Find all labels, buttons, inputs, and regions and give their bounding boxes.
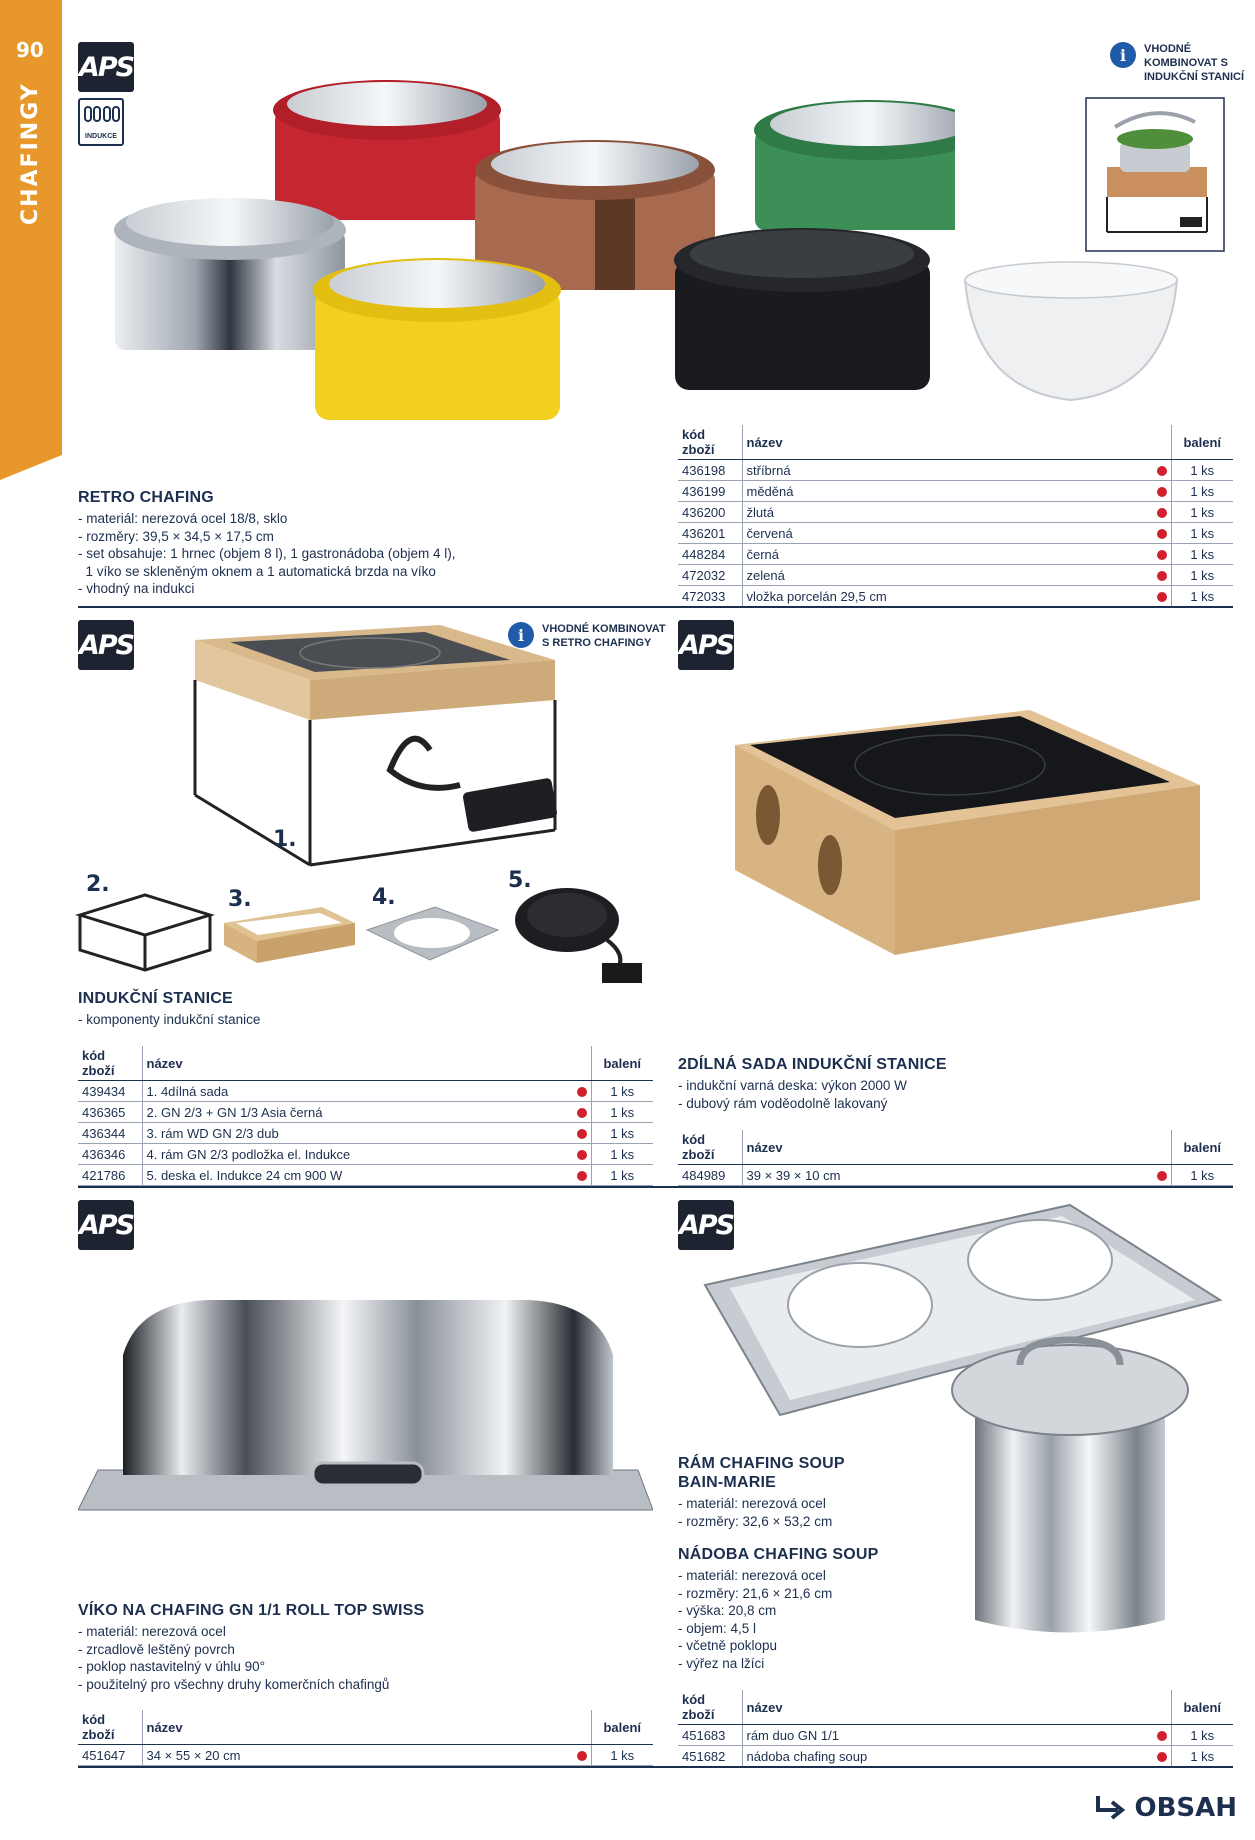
feature-item: - materiál: nerezová ocel 18/8, sklo [78, 510, 455, 528]
pack-cell: 1 ks [1171, 565, 1233, 586]
pack-cell: 1 ks [1171, 460, 1233, 481]
table-row [678, 544, 1233, 565]
name-cell: rám duo GN 1/1 [742, 1725, 1153, 1746]
availability-dot-icon [1157, 508, 1167, 518]
name-cell: měděná [742, 481, 1153, 502]
section-divider [78, 1186, 1233, 1188]
code-cell: 436201 [678, 523, 742, 544]
pack-cell: 1 ks [1171, 544, 1233, 565]
name-cell: 1. 4dílná sada [142, 1081, 573, 1102]
feature-item: - výřez na lžíci [678, 1655, 832, 1673]
code-cell: 472032 [678, 565, 742, 586]
table-row [678, 1165, 1233, 1186]
availability-dot-icon [1157, 571, 1167, 581]
contents-label: OBSAH [1134, 1793, 1237, 1823]
feature-item: - použitelný pro všechny druhy komerčních chafingů [78, 1676, 389, 1694]
aps-logo: APS [678, 1200, 734, 1250]
availability-dot-icon [577, 1150, 587, 1160]
retro-chafing-pots-image [75, 60, 955, 455]
soup-pot-title: NÁDOBA CHAFING SOUP [678, 1546, 879, 1563]
rolltop-features [78, 1623, 389, 1693]
feature-item: - materiál: nerezová ocel [678, 1495, 832, 1513]
code-cell: 472033 [678, 586, 742, 607]
availability-dot-icon [577, 1087, 587, 1097]
code-cell: 436344 [78, 1123, 142, 1144]
feature-item: - vhodný na indukci [78, 580, 455, 598]
feature-item: - rozměry: 32,6 × 53,2 cm [678, 1513, 832, 1531]
table-row [78, 1165, 653, 1186]
table-row [678, 502, 1233, 523]
code-cell: 484989 [678, 1165, 742, 1186]
header-pack: balení [1171, 425, 1233, 460]
code-cell: 436346 [78, 1144, 142, 1165]
oak-frame-image [222, 905, 357, 965]
header-code: kód zboží [678, 1130, 742, 1165]
header-pack: balení [591, 1710, 653, 1745]
return-arrow-icon [1094, 1792, 1128, 1824]
feature-item: - komponenty indukční stanice [78, 1011, 260, 1029]
name-cell: žlutá [742, 502, 1153, 523]
soup-frame-title-2: BAIN-MARIE [678, 1474, 776, 1491]
code-cell: 436198 [678, 460, 742, 481]
retro-product-table [678, 425, 1233, 607]
code-cell: 448284 [678, 544, 742, 565]
header-name: název [742, 1690, 1153, 1725]
pack-cell: 1 ks [591, 1081, 653, 1102]
availability-dot-icon [1157, 487, 1167, 497]
feature-item: - rozměry: 39,5 × 34,5 × 17,5 cm [78, 528, 455, 546]
table-row [78, 1102, 653, 1123]
table-row [78, 1123, 653, 1144]
gn-frame-black-image [75, 890, 215, 975]
info-note-retro [1110, 42, 1255, 84]
header-pack: balení [1171, 1690, 1233, 1725]
table-row [78, 1745, 653, 1766]
availability-dot-icon [1157, 466, 1167, 476]
contents-link[interactable] [1094, 1792, 1237, 1824]
availability-dot-icon [1157, 529, 1167, 539]
feature-item: - materiál: nerezová ocel [78, 1623, 389, 1641]
pack-cell: 1 ks [1171, 1746, 1233, 1767]
name-cell: 2. GN 2/3 + GN 1/3 Asia černá [142, 1102, 573, 1123]
name-cell: zelená [742, 565, 1153, 586]
table-row [678, 565, 1233, 586]
feature-item: - materiál: nerezová ocel [678, 1567, 832, 1585]
feature-item: - dubový rám voděodolně lakovaný [678, 1095, 907, 1113]
step-3-label: 3. [228, 887, 252, 912]
retro-features [78, 510, 455, 598]
availability-dot-icon [1157, 1731, 1167, 1741]
section-divider [78, 606, 1233, 608]
pack-cell: 1 ks [1171, 481, 1233, 502]
pack-cell: 1 ks [591, 1123, 653, 1144]
pack-cell: 1 ks [1171, 523, 1233, 544]
feature-item: - zrcadlově leštěný povrch [78, 1641, 389, 1659]
code-cell: 436365 [78, 1102, 142, 1123]
station-product-table [78, 1046, 653, 1186]
pack-cell: 1 ks [1171, 1725, 1233, 1746]
availability-dot-icon [577, 1129, 587, 1139]
info-icon: i [508, 622, 534, 648]
availability-dot-icon [577, 1108, 587, 1118]
availability-dot-icon [1157, 592, 1167, 602]
feature-item: 1 víko se skleněným oknem a 1 automatická brzda na víko [85, 563, 436, 579]
rolltop-title: VÍKO NA CHAFING GN 1/1 ROLL TOP SWISS [78, 1602, 425, 1619]
aps-logo: APS [78, 42, 134, 92]
retro-title: RETRO CHAFING [78, 489, 214, 506]
availability-dot-icon [1157, 550, 1167, 560]
availability-dot-icon [577, 1751, 587, 1761]
header-code: kód zboží [78, 1046, 142, 1081]
name-cell: nádoba chafing soup [742, 1746, 1153, 1767]
feature-item: - set obsahuje: 1 hrnec (objem 8 l), 1 gastronádoba (objem 4 l), [78, 545, 455, 563]
station-features [78, 1011, 260, 1029]
info-icon: i [1110, 42, 1136, 68]
header-pack: balení [1171, 1130, 1233, 1165]
name-cell: červená [742, 523, 1153, 544]
header-name: název [142, 1046, 573, 1081]
code-cell: 451682 [678, 1746, 742, 1767]
table-row [678, 481, 1233, 502]
soup-pot-features [678, 1567, 832, 1672]
section-tab [0, 0, 62, 480]
feature-item: - poklop nastavitelný v úhlu 90° [78, 1658, 389, 1676]
aps-logo: APS [678, 620, 734, 670]
header-code: kód zboží [678, 425, 742, 460]
step-1-label: 1. [273, 827, 297, 852]
section-label: CHAFINGY [18, 82, 43, 225]
availability-dot-icon [577, 1171, 587, 1181]
code-cell: 451647 [78, 1745, 142, 1766]
step-2-label: 2. [86, 872, 110, 897]
combo-thumbnail-image [1085, 97, 1225, 252]
pack-cell: 1 ks [591, 1165, 653, 1186]
section-divider [78, 1766, 1233, 1768]
header-pack: balení [591, 1046, 653, 1081]
set2-title: 2DÍLNÁ SADA INDUKČNÍ STANICE [678, 1056, 947, 1073]
pack-cell: 1 ks [591, 1144, 653, 1165]
header-name: název [742, 1130, 1153, 1165]
feature-item: - objem: 4,5 l [678, 1620, 832, 1638]
header-name: název [742, 425, 1153, 460]
code-cell: 436199 [678, 481, 742, 502]
header-code: kód zboží [78, 1710, 142, 1745]
feature-item: - rozměry: 21,6 × 21,6 cm [678, 1585, 832, 1603]
induction-plate-image [512, 885, 652, 985]
pack-cell: 1 ks [591, 1102, 653, 1123]
table-row [678, 1746, 1233, 1767]
name-cell: 3. rám WD GN 2/3 dub [142, 1123, 573, 1144]
steel-plate-image [365, 905, 500, 965]
table-row [78, 1144, 653, 1165]
rolltop-product-table [78, 1710, 653, 1766]
station-title: INDUKČNÍ STANICE [78, 990, 233, 1007]
table-row [678, 1725, 1233, 1746]
table-row [678, 460, 1233, 481]
page-number: 90 [16, 38, 44, 62]
step-4-label: 4. [372, 885, 396, 910]
info-note-text: VHODNÉ KOMBINOVAT S RETRO CHAFINGY [542, 623, 666, 649]
availability-dot-icon [1157, 1752, 1167, 1762]
induction-set-2pc-image [730, 700, 1205, 960]
name-cell: černá [742, 544, 1153, 565]
code-cell: 451683 [678, 1725, 742, 1746]
pack-cell: 1 ks [1171, 586, 1233, 607]
code-cell: 421786 [78, 1165, 142, 1186]
porcelain-insert-image [955, 255, 1185, 405]
table-row [678, 586, 1233, 607]
name-cell: vložka porcelán 29,5 cm [742, 586, 1153, 607]
availability-dot-icon [1157, 1171, 1167, 1181]
name-cell: 5. deska el. Indukce 24 cm 900 W [142, 1165, 573, 1186]
set2-features [678, 1077, 907, 1112]
header-name: název [142, 1710, 573, 1745]
table-row [678, 523, 1233, 544]
aps-logo: APS [78, 1200, 134, 1250]
name-cell: stříbrná [742, 460, 1153, 481]
set2-product-table [678, 1130, 1233, 1186]
pack-cell: 1 ks [1171, 502, 1233, 523]
code-cell: 436200 [678, 502, 742, 523]
name-cell: 34 × 55 × 20 cm [142, 1745, 573, 1766]
soup-frame-title-1: RÁM CHAFING SOUP [678, 1455, 845, 1472]
induction-badge-label: INDUKCE [85, 133, 117, 140]
induction-station-image [190, 620, 570, 870]
table-row [78, 1081, 653, 1102]
code-cell: 439434 [78, 1081, 142, 1102]
name-cell: 4. rám GN 2/3 podložka el. Indukce [142, 1144, 573, 1165]
roll-top-lid-image [78, 1295, 653, 1520]
feature-item: - indukční varná deska: výkon 2000 W [678, 1077, 907, 1095]
feature-item: - výška: 20,8 cm [678, 1602, 832, 1620]
soup-product-table [678, 1690, 1233, 1767]
pack-cell: 1 ks [1171, 1165, 1233, 1186]
aps-logo: APS [78, 620, 134, 670]
feature-item: - včetně poklopu [678, 1637, 832, 1655]
info-note-text: VHODNÉ KOMBINOVAT S INDUKČNÍ STANICÍ [1144, 43, 1245, 83]
step-5-label: 5. [508, 868, 532, 893]
soup-frame-features [678, 1495, 832, 1530]
header-code: kód zboží [678, 1690, 742, 1725]
pack-cell: 1 ks [591, 1745, 653, 1766]
name-cell: 39 × 39 × 10 cm [742, 1165, 1153, 1186]
